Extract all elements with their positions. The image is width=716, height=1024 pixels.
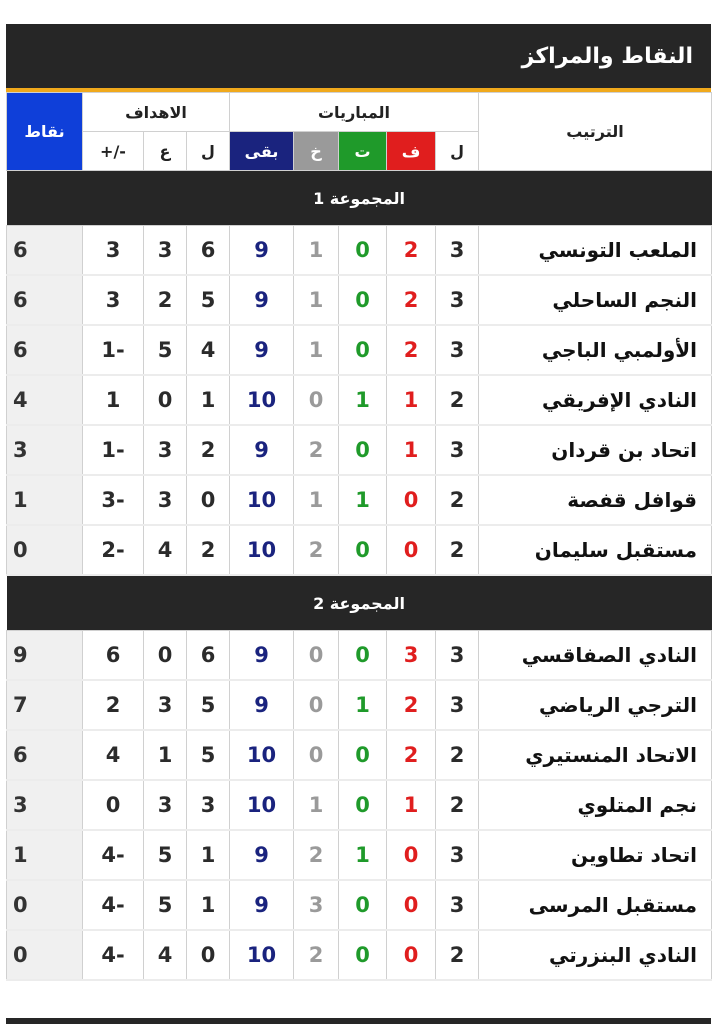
cell-remaining: 10 xyxy=(230,780,294,830)
header-won[interactable]: ف xyxy=(387,132,436,171)
standings-widget xyxy=(6,24,711,981)
cell-draw: 1 xyxy=(339,680,387,730)
cell-goals-for: 4 xyxy=(187,325,230,375)
cell-points: 4 xyxy=(7,375,83,425)
cell-points: 7 xyxy=(7,680,83,730)
cell-lost: 2 xyxy=(294,425,339,475)
cell-lost: 0 xyxy=(294,375,339,425)
cell-draw: 0 xyxy=(339,780,387,830)
cell-draw: 0 xyxy=(339,275,387,325)
cell-played: 2 xyxy=(436,730,479,780)
cell-remaining: 10 xyxy=(230,930,294,980)
cell-team[interactable]: مستقبل المرسى xyxy=(479,880,712,930)
cell-goal-diff: 4- xyxy=(83,880,144,930)
cell-points: 3 xyxy=(7,780,83,830)
cell-lost: 1 xyxy=(294,226,339,276)
cell-lost: 1 xyxy=(294,275,339,325)
cell-goals-against: 5 xyxy=(144,325,187,375)
cell-lost: 2 xyxy=(294,930,339,980)
header-row-top xyxy=(7,93,712,132)
bottom-divider xyxy=(6,1018,711,1024)
cell-played: 3 xyxy=(436,425,479,475)
cell-team[interactable]: النجم الساحلي xyxy=(479,275,712,325)
cell-team[interactable]: النادي الصفاقسي xyxy=(479,631,712,681)
cell-won: 1 xyxy=(387,780,436,830)
cell-draw: 1 xyxy=(339,375,387,425)
cell-played: 3 xyxy=(436,325,479,375)
cell-points: 3 xyxy=(7,425,83,475)
cell-goals-against: 3 xyxy=(144,425,187,475)
table-row[interactable] xyxy=(7,830,712,880)
cell-lost: 2 xyxy=(294,525,339,575)
cell-goals-against: 1 xyxy=(144,730,187,780)
cell-won: 2 xyxy=(387,226,436,276)
cell-goal-diff: 3 xyxy=(83,275,144,325)
cell-team[interactable]: مستقبل سليمان xyxy=(479,525,712,575)
page-title: النقاط والمراكز xyxy=(521,43,693,69)
cell-goals-for: 1 xyxy=(187,880,230,930)
cell-goals-for: 0 xyxy=(187,475,230,525)
cell-goal-diff: 3- xyxy=(83,475,144,525)
table-row[interactable] xyxy=(7,780,712,830)
cell-team[interactable]: اتحاد تطاوين xyxy=(479,830,712,880)
cell-goal-diff: 6 xyxy=(83,631,144,681)
cell-goals-for: 2 xyxy=(187,525,230,575)
cell-draw: 0 xyxy=(339,930,387,980)
cell-team[interactable]: الأولمبي الباجي xyxy=(479,325,712,375)
header-goals: الاهداف xyxy=(83,93,230,132)
table-row[interactable] xyxy=(7,525,712,575)
cell-goal-diff: 2- xyxy=(83,525,144,575)
cell-played: 3 xyxy=(436,830,479,880)
cell-remaining: 9 xyxy=(230,631,294,681)
group-name: المجموعة 2 xyxy=(7,575,712,631)
header-goals-for[interactable]: ل xyxy=(187,132,230,171)
cell-points: 6 xyxy=(7,325,83,375)
cell-goals-for: 5 xyxy=(187,275,230,325)
cell-goal-diff: 1- xyxy=(83,425,144,475)
table-row[interactable] xyxy=(7,631,712,681)
standings-table xyxy=(6,92,712,981)
cell-goals-against: 0 xyxy=(144,631,187,681)
cell-won: 0 xyxy=(387,525,436,575)
cell-played: 3 xyxy=(436,680,479,730)
cell-draw: 0 xyxy=(339,425,387,475)
cell-remaining: 10 xyxy=(230,730,294,780)
cell-team[interactable]: اتحاد بن قردان xyxy=(479,425,712,475)
header-goals-against[interactable]: ع xyxy=(144,132,187,171)
cell-points: 0 xyxy=(7,525,83,575)
cell-team[interactable]: الترجي الرياضي xyxy=(479,680,712,730)
cell-won: 0 xyxy=(387,930,436,980)
cell-won: 0 xyxy=(387,880,436,930)
cell-draw: 0 xyxy=(339,325,387,375)
cell-goals-for: 6 xyxy=(187,631,230,681)
cell-goal-diff: 4- xyxy=(83,930,144,980)
cell-goals-for: 6 xyxy=(187,226,230,276)
cell-won: 2 xyxy=(387,680,436,730)
cell-points: 0 xyxy=(7,880,83,930)
cell-goal-diff: 3 xyxy=(83,226,144,276)
cell-played: 3 xyxy=(436,880,479,930)
cell-remaining: 10 xyxy=(230,525,294,575)
cell-goals-against: 0 xyxy=(144,375,187,425)
cell-lost: 1 xyxy=(294,325,339,375)
cell-played: 2 xyxy=(436,375,479,425)
cell-team[interactable]: قوافل قفصة xyxy=(479,475,712,525)
cell-lost: 2 xyxy=(294,830,339,880)
cell-won: 1 xyxy=(387,425,436,475)
cell-lost: 0 xyxy=(294,631,339,681)
cell-remaining: 9 xyxy=(230,325,294,375)
cell-lost: 0 xyxy=(294,730,339,780)
cell-won: 1 xyxy=(387,375,436,425)
cell-won: 2 xyxy=(387,730,436,780)
header-lost[interactable]: خ xyxy=(294,132,339,171)
cell-remaining: 10 xyxy=(230,475,294,525)
cell-draw: 0 xyxy=(339,226,387,276)
cell-points: 1 xyxy=(7,830,83,880)
cell-remaining: 9 xyxy=(230,226,294,276)
cell-goal-diff: 2 xyxy=(83,680,144,730)
cell-points: 6 xyxy=(7,226,83,276)
cell-remaining: 9 xyxy=(230,425,294,475)
cell-played: 3 xyxy=(436,631,479,681)
cell-remaining: 9 xyxy=(230,275,294,325)
cell-points: 0 xyxy=(7,930,83,980)
cell-goals-against: 4 xyxy=(144,930,187,980)
table-row[interactable] xyxy=(7,930,712,980)
table-row[interactable] xyxy=(7,475,712,525)
cell-won: 0 xyxy=(387,830,436,880)
cell-goals-against: 3 xyxy=(144,475,187,525)
cell-draw: 1 xyxy=(339,830,387,880)
cell-draw: 0 xyxy=(339,525,387,575)
header-played[interactable]: ل xyxy=(436,132,479,171)
header-draw[interactable]: ت xyxy=(339,132,387,171)
table-row[interactable] xyxy=(7,375,712,425)
table-row[interactable] xyxy=(7,680,712,730)
header-points[interactable]: نقاط xyxy=(7,93,83,171)
group-name: المجموعة 1 xyxy=(7,171,712,226)
cell-goals-against: 4 xyxy=(144,525,187,575)
cell-goal-diff: 4 xyxy=(83,730,144,780)
cell-goals-against: 3 xyxy=(144,680,187,730)
cell-points: 6 xyxy=(7,275,83,325)
cell-draw: 0 xyxy=(339,730,387,780)
cell-lost: 1 xyxy=(294,780,339,830)
cell-played: 2 xyxy=(436,930,479,980)
cell-lost: 3 xyxy=(294,880,339,930)
cell-goal-diff: 0 xyxy=(83,780,144,830)
cell-goals-for: 5 xyxy=(187,680,230,730)
cell-goals-against: 5 xyxy=(144,830,187,880)
cell-points: 9 xyxy=(7,631,83,681)
group-header-row xyxy=(7,575,712,631)
cell-draw: 0 xyxy=(339,631,387,681)
cell-goal-diff: 4- xyxy=(83,830,144,880)
cell-goals-against: 3 xyxy=(144,226,187,276)
cell-draw: 1 xyxy=(339,475,387,525)
cell-goals-against: 3 xyxy=(144,780,187,830)
cell-lost: 1 xyxy=(294,475,339,525)
cell-played: 3 xyxy=(436,275,479,325)
cell-remaining: 9 xyxy=(230,880,294,930)
header-goal-diff[interactable]: +/- xyxy=(83,132,144,171)
header-matches: المباريات xyxy=(230,93,479,132)
cell-team[interactable]: الملعب التونسي xyxy=(479,226,712,276)
cell-goals-against: 5 xyxy=(144,880,187,930)
cell-goals-against: 2 xyxy=(144,275,187,325)
cell-goals-for: 1 xyxy=(187,830,230,880)
cell-team[interactable]: النادي الإفريقي xyxy=(479,375,712,425)
cell-team[interactable]: النادي البنزرتي xyxy=(479,930,712,980)
cell-played: 2 xyxy=(436,475,479,525)
table-row[interactable] xyxy=(7,325,712,375)
cell-won: 3 xyxy=(387,631,436,681)
cell-draw: 0 xyxy=(339,880,387,930)
cell-team[interactable]: الاتحاد المنستيري xyxy=(479,730,712,780)
cell-goals-for: 5 xyxy=(187,730,230,780)
cell-played: 3 xyxy=(436,226,479,276)
cell-remaining: 9 xyxy=(230,680,294,730)
cell-team[interactable]: نجم المتلوي xyxy=(479,780,712,830)
cell-points: 6 xyxy=(7,730,83,780)
cell-played: 2 xyxy=(436,525,479,575)
group-header-row xyxy=(7,171,712,226)
table-row[interactable] xyxy=(7,880,712,930)
cell-goal-diff: 1- xyxy=(83,325,144,375)
cell-points: 1 xyxy=(7,475,83,525)
header-remaining[interactable]: بقى xyxy=(230,132,294,171)
title-bar xyxy=(6,24,711,92)
cell-goals-for: 0 xyxy=(187,930,230,980)
cell-won: 2 xyxy=(387,325,436,375)
cell-remaining: 9 xyxy=(230,830,294,880)
cell-won: 2 xyxy=(387,275,436,325)
cell-goals-for: 3 xyxy=(187,780,230,830)
cell-goals-for: 2 xyxy=(187,425,230,475)
cell-remaining: 10 xyxy=(230,375,294,425)
table-row[interactable] xyxy=(7,425,712,475)
cell-won: 0 xyxy=(387,475,436,525)
table-row[interactable] xyxy=(7,226,712,276)
header-rank[interactable]: الترتيب xyxy=(479,93,712,171)
table-row[interactable] xyxy=(7,730,712,780)
table-row[interactable] xyxy=(7,275,712,325)
cell-lost: 0 xyxy=(294,680,339,730)
cell-played: 2 xyxy=(436,780,479,830)
cell-goal-diff: 1 xyxy=(83,375,144,425)
cell-goals-for: 1 xyxy=(187,375,230,425)
